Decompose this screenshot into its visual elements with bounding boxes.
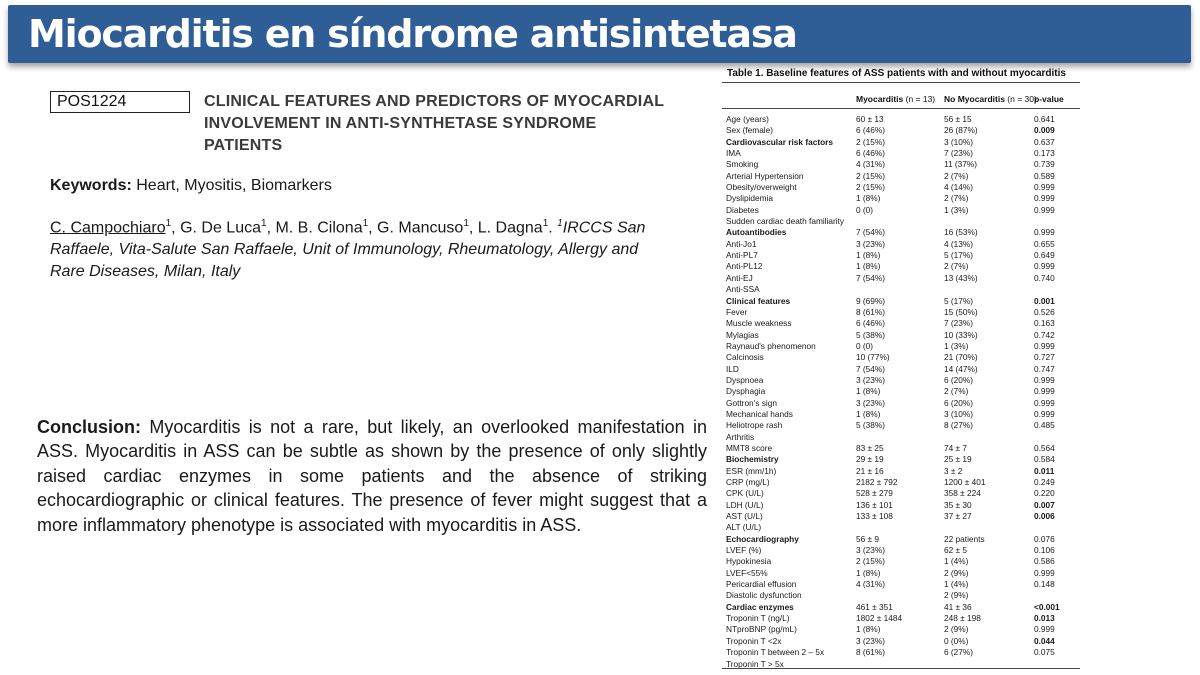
row-no-myocarditis: 15 (50%): [944, 306, 978, 317]
row-p-value: 0.007: [1034, 499, 1055, 510]
row-label: Cardiac enzymes: [726, 601, 794, 612]
table-row: [722, 647, 1080, 658]
author-4: , G. Mancuso: [368, 219, 464, 237]
row-myocarditis: 6 (46%): [856, 148, 886, 159]
row-myocarditis: 136 ± 101: [856, 499, 893, 510]
row-no-myocarditis: 3 (10%): [944, 408, 974, 419]
row-myocarditis: 7 (54%): [856, 272, 886, 283]
baseline-table: [722, 66, 1080, 669]
row-label: Anti-PL7: [726, 250, 758, 261]
row-no-myocarditis: 62 ± 5: [944, 545, 968, 556]
row-no-myocarditis: 21 (70%): [944, 352, 978, 363]
table-row: [722, 511, 1080, 522]
row-no-myocarditis: 14 (47%): [944, 363, 978, 374]
row-no-myocarditis: 10 (33%): [944, 329, 978, 340]
row-label: Sex (female): [726, 125, 774, 136]
row-no-myocarditis: 6 (20%): [944, 374, 974, 385]
table-row: [722, 307, 1080, 318]
row-p-value: 0.076: [1034, 533, 1055, 544]
table-row: [722, 273, 1080, 284]
row-label: Troponin T <2x: [726, 635, 782, 646]
table-row: [722, 398, 1080, 409]
table-row: [722, 284, 1080, 295]
row-p-value: 0.999: [1034, 374, 1055, 385]
row-label: MMT8 score: [726, 442, 773, 453]
row-no-myocarditis: 3 ± 2: [944, 465, 963, 476]
row-label: Hypokinesia: [726, 556, 772, 567]
row-no-myocarditis: 56 ± 15: [944, 114, 972, 124]
table-row: [722, 375, 1080, 386]
author-2-sup: 1: [261, 218, 267, 229]
row-p-value: 0.075: [1034, 647, 1055, 658]
row-myocarditis: 8 (61%): [856, 306, 886, 317]
conclusion-label: Conclusion:: [37, 417, 141, 437]
row-label: Echocardiography: [726, 533, 799, 544]
row-label: ESR (mm/1h): [726, 465, 777, 476]
row-myocarditis: 4 (31%): [856, 159, 886, 170]
row-label: Fever: [726, 306, 748, 317]
row-myocarditis: 1 (8%): [856, 250, 881, 261]
table-row: [722, 636, 1080, 647]
author-2: , G. De Luca: [171, 219, 261, 237]
row-p-value: 0.173: [1034, 148, 1055, 159]
author-5-sup: 1: [542, 218, 549, 229]
author-3-sup: 1: [362, 218, 369, 229]
author-5: , L. Dagna: [468, 219, 543, 237]
author-1-sup: 1: [165, 218, 172, 229]
row-label: AST (U/L): [726, 511, 763, 522]
row-myocarditis: 3 (23%): [856, 545, 886, 556]
row-label: NTproBNP (pg/mL): [726, 624, 797, 635]
table-row: [722, 386, 1080, 397]
affiliation-sup: 1: [557, 218, 563, 229]
row-myocarditis: 1 (8%): [856, 261, 881, 272]
row-no-myocarditis: 358 ± 224: [944, 488, 981, 499]
table-row: [722, 579, 1080, 590]
row-myocarditis: 1802 ± 1484: [856, 613, 903, 624]
author-block: [50, 213, 650, 283]
row-p-value: 0.148: [1034, 579, 1055, 590]
title-banner: [8, 5, 1191, 63]
row-myocarditis: 3 (23%): [856, 397, 886, 408]
row-no-myocarditis: 37 ± 27: [944, 511, 972, 522]
row-no-myocarditis: 5 (17%): [944, 250, 974, 261]
row-myocarditis: 528 ± 279: [856, 488, 893, 499]
table-row: [722, 125, 1080, 136]
row-no-myocarditis: 26 (87%): [944, 125, 978, 136]
row-label: Clinical features: [726, 295, 791, 306]
row-label: ALT (U/L): [726, 522, 762, 533]
table-row: [722, 261, 1080, 272]
row-p-value: 0.999: [1034, 386, 1055, 397]
row-no-myocarditis: 248 ± 198: [944, 613, 981, 624]
table-row: [722, 624, 1080, 635]
row-myocarditis: 5 (38%): [856, 329, 886, 340]
row-p-value: 0.740: [1034, 272, 1055, 283]
author-4-sup: 1: [463, 218, 469, 229]
table-row: [722, 171, 1080, 182]
row-myocarditis: 7 (54%): [856, 363, 886, 374]
row-p-value: 0.584: [1034, 454, 1055, 465]
row-myocarditis: 0 (0): [856, 340, 874, 351]
row-p-value: 0.009: [1034, 125, 1055, 136]
table-body: [722, 114, 1080, 670]
row-myocarditis: 133 ± 108: [856, 511, 893, 522]
keywords-label: Keywords:: [50, 177, 132, 194]
table-caption: Table 1. Baseline features of ASS patients with and without myocarditis: [727, 68, 1066, 79]
table-row: [722, 114, 1080, 125]
row-myocarditis: 56 ± 9: [856, 533, 880, 544]
row-label: Obesity/overweight: [726, 182, 797, 193]
row-myocarditis: 2182 ± 792: [856, 477, 898, 487]
table-row: [722, 239, 1080, 250]
row-p-value: 0.999: [1034, 182, 1055, 193]
row-no-myocarditis: 6 (20%): [944, 397, 974, 408]
row-myocarditis: 1 (8%): [856, 386, 881, 397]
table-row: [722, 443, 1080, 454]
row-p-value: 0.747: [1034, 363, 1055, 374]
row-p-value: 0.637: [1034, 136, 1055, 147]
row-no-myocarditis: 2 (7%): [944, 170, 969, 181]
table-row: [722, 568, 1080, 579]
row-myocarditis: 5 (38%): [856, 420, 886, 431]
row-p-value: 0.586: [1034, 556, 1055, 567]
table-row: [722, 148, 1080, 159]
author-1: C. Campochiaro: [50, 219, 166, 237]
table-row: [722, 193, 1080, 204]
row-p-value: 0.564: [1034, 442, 1055, 453]
row-no-myocarditis: 2 (9%): [944, 624, 969, 635]
row-label: CRP (mg/L): [726, 477, 770, 487]
row-no-myocarditis: 3 (10%): [944, 136, 974, 147]
row-label: Mylagias: [726, 329, 759, 340]
row-myocarditis: 21 ± 16: [856, 465, 884, 476]
row-myocarditis: 10 (77%): [856, 352, 890, 363]
row-myocarditis: 1 (8%): [856, 408, 881, 419]
affiliation: IRCCS San Raffaele, Vita-Salute San Raffaele, Unit of Immunology, Rheumatology, Allergy and Rare Diseases, Milan, Italy: [50, 219, 646, 281]
table-row: [722, 420, 1080, 431]
abstract-title: CLINICAL FEATURES AND PREDICTORS OF MYOCARDIAL INVOLVEMENT IN ANTI-SYNTHETASE SYNDROME PATIENTS: [204, 93, 664, 154]
conclusion-text: Myocarditis is not a rare, but likely, an overlooked manifestation in ASS. Myocarditis in ASS can be subtle as shown by the presence of only slightly raised cardiac enzymes in some patients and the absence of striking echocardiographic or clinical features. The presence of fever might suggest that a more inflammatory phenotype is associated with myocarditis in ASS.: [37, 417, 707, 535]
row-no-myocarditis: 2 (9%): [944, 567, 969, 578]
row-myocarditis: 3 (23%): [856, 374, 886, 385]
row-label: Raynaud's phenomenon: [726, 340, 816, 351]
table-row: [722, 500, 1080, 511]
row-label: Dysphagia: [726, 386, 766, 397]
row-p-value: 0.727: [1034, 352, 1055, 363]
table-header-rule: [722, 108, 1080, 109]
row-myocarditis: 83 ± 25: [856, 442, 884, 453]
table-row: [722, 364, 1080, 375]
row-no-myocarditis: 7 (23%): [944, 318, 974, 329]
row-p-value: 0.999: [1034, 624, 1055, 635]
row-myocarditis: 461 ± 351: [856, 601, 893, 612]
abstract-id-box: POS1224: [50, 91, 190, 113]
table-row: [722, 602, 1080, 613]
row-no-myocarditis: 4 (13%): [944, 238, 974, 249]
table-bottom-rule: [722, 668, 1080, 669]
table-row: [722, 613, 1080, 624]
row-p-value: 0.006: [1034, 511, 1055, 522]
table-row: [722, 341, 1080, 352]
table-row: [722, 318, 1080, 329]
row-no-myocarditis: 8 (27%): [944, 420, 974, 431]
author-dot: .: [548, 219, 558, 237]
row-no-myocarditis: 25 ± 19: [944, 454, 972, 465]
row-no-myocarditis: 2 (7%): [944, 386, 969, 397]
row-label: CPK (U/L): [726, 488, 764, 499]
row-p-value: 0.999: [1034, 397, 1055, 408]
table-row: [722, 477, 1080, 488]
row-myocarditis: 0 (0): [856, 204, 874, 215]
row-label: Cardiovascular risk factors: [726, 136, 833, 147]
header-p-value: p-value: [1034, 94, 1064, 104]
table-row: [722, 556, 1080, 567]
row-label: Smoking: [726, 159, 759, 170]
row-myocarditis: 29 ± 19: [856, 454, 884, 465]
row-no-myocarditis: 5 (17%): [944, 295, 974, 306]
row-no-myocarditis: 11 (37%): [944, 159, 978, 170]
table-row: [722, 409, 1080, 420]
row-p-value: 0.999: [1034, 227, 1055, 238]
row-label: IMA: [726, 148, 741, 159]
row-label: Gottron's sign: [726, 397, 777, 408]
author-3: , M. B. Cilona: [266, 219, 363, 237]
table-row: [722, 466, 1080, 477]
row-label: Troponin T (ng/L): [726, 613, 790, 624]
row-myocarditis: 3 (23%): [856, 238, 886, 249]
row-label: ILD: [726, 363, 739, 374]
row-label: Heliotrope rash: [726, 420, 783, 431]
row-no-myocarditis: 1 (3%): [944, 340, 969, 351]
row-p-value: 0.999: [1034, 340, 1055, 351]
row-p-value: 0.641: [1034, 114, 1055, 124]
table-row: [722, 352, 1080, 363]
table-top-rule: [722, 82, 1080, 83]
row-no-myocarditis: 7 (23%): [944, 148, 974, 159]
table-row: [722, 545, 1080, 556]
row-no-myocarditis: 74 ± 7: [944, 442, 968, 453]
row-myocarditis: 7 (54%): [856, 227, 886, 238]
row-p-value: 0.589: [1034, 170, 1055, 181]
row-no-myocarditis: 1 (3%): [944, 204, 969, 215]
row-myocarditis: 2 (15%): [856, 136, 886, 147]
row-label: Age (years): [726, 114, 769, 124]
row-label: Muscle weakness: [726, 318, 792, 329]
row-p-value: 0.999: [1034, 204, 1055, 215]
row-no-myocarditis: 1200 ± 401: [944, 477, 986, 487]
row-label: Anti-PL12: [726, 261, 763, 272]
slide-title: Miocarditis en síndrome antisintetasa: [28, 12, 797, 56]
row-p-value: 0.011: [1034, 465, 1055, 476]
row-label: Biochemistry: [726, 454, 779, 465]
row-p-value: 0.001: [1034, 295, 1055, 306]
table-row: [722, 137, 1080, 148]
row-no-myocarditis: 16 (53%): [944, 227, 978, 238]
row-p-value: 0.044: [1034, 635, 1055, 646]
row-no-myocarditis: 2 (7%): [944, 193, 969, 204]
conclusion-paragraph: [37, 415, 707, 537]
row-label: Troponin T between 2 – 5x: [726, 647, 825, 658]
row-label: Calcinosis: [726, 352, 764, 363]
row-label: Sudden cardiac death familiarity: [726, 216, 845, 227]
table-row: [722, 227, 1080, 238]
row-myocarditis: 8 (61%): [856, 647, 886, 658]
row-label: Anti-SSA: [726, 284, 760, 295]
row-p-value: 0.739: [1034, 159, 1055, 170]
keywords-line: [50, 176, 332, 196]
table-row: [722, 182, 1080, 193]
row-myocarditis: 2 (15%): [856, 556, 886, 567]
row-label: Anti-Jo1: [726, 238, 757, 249]
row-p-value: 0.649: [1034, 250, 1055, 261]
row-no-myocarditis: 4 (14%): [944, 182, 974, 193]
row-p-value: 0.999: [1034, 193, 1055, 204]
row-label: Dyslipidemia: [726, 193, 774, 204]
row-myocarditis: 2 (15%): [856, 170, 886, 181]
row-p-value: 0.999: [1034, 261, 1055, 272]
row-myocarditis: 3 (23%): [856, 635, 886, 646]
row-p-value: 0.249: [1034, 477, 1055, 487]
row-no-myocarditis: 41 ± 36: [944, 601, 972, 612]
row-p-value: 0.526: [1034, 306, 1055, 317]
row-label: Autoantibodies: [726, 227, 787, 238]
row-no-myocarditis: 35 ± 30: [944, 499, 972, 510]
row-p-value: 0.485: [1034, 420, 1055, 431]
table-row: [722, 534, 1080, 545]
keywords-value: Heart, Myositis, Biomarkers: [131, 177, 332, 194]
table-row: [722, 590, 1080, 601]
row-p-value: 0.106: [1034, 545, 1055, 556]
table-row: [722, 488, 1080, 499]
row-label: Troponin T > 5x: [726, 658, 784, 669]
table-row: [722, 432, 1080, 443]
row-label: Pericardial effusion: [726, 579, 797, 590]
row-p-value: 0.742: [1034, 329, 1055, 340]
row-label: Diabetes: [726, 204, 759, 215]
row-myocarditis: 6 (46%): [856, 318, 886, 329]
row-no-myocarditis: 6 (27%): [944, 647, 974, 658]
row-p-value: 0.013: [1034, 613, 1055, 624]
row-myocarditis: 1 (8%): [856, 624, 881, 635]
row-label: Dyspnoea: [726, 374, 764, 385]
row-p-value: 0.220: [1034, 488, 1055, 499]
row-p-value: <0.001: [1034, 601, 1060, 612]
row-label: Diastolic dysfunction: [726, 590, 802, 601]
row-label: Arthritis: [726, 431, 755, 442]
row-myocarditis: 4 (31%): [856, 579, 886, 590]
row-label: Anti-EJ: [726, 272, 753, 283]
row-p-value: 0.655: [1034, 238, 1055, 249]
row-myocarditis: 6 (46%): [856, 125, 886, 136]
row-no-myocarditis: 0 (0%): [944, 635, 969, 646]
table-row: [722, 250, 1080, 261]
row-no-myocarditis: 22 patients: [944, 533, 985, 544]
table-row: [722, 296, 1080, 307]
row-label: Mechanical hands: [726, 408, 793, 419]
row-label: Arterial Hypertension: [726, 170, 804, 181]
row-no-myocarditis: 1 (4%): [944, 579, 969, 590]
header-no-myocarditis: No Myocarditis (n = 30): [944, 94, 1037, 104]
table-row: [722, 205, 1080, 216]
table-row: [722, 216, 1080, 227]
row-p-value: 0.999: [1034, 567, 1055, 578]
row-label: LVEF (%): [726, 545, 762, 556]
table-row: [722, 159, 1080, 170]
row-p-value: 0.999: [1034, 408, 1055, 419]
table-row: [722, 454, 1080, 465]
row-myocarditis: 2 (15%): [856, 182, 886, 193]
row-no-myocarditis: 2 (7%): [944, 261, 969, 272]
row-label: LDH (U/L): [726, 499, 764, 510]
row-myocarditis: 1 (8%): [856, 567, 881, 578]
row-no-myocarditis: 1 (4%): [944, 556, 969, 567]
table-row: [722, 522, 1080, 533]
row-label: LVEF<55%: [726, 567, 768, 578]
header-myocarditis: Myocarditis (n = 13): [856, 94, 936, 104]
row-no-myocarditis: 2 (9%): [944, 590, 969, 601]
row-myocarditis: 60 ± 13: [856, 114, 884, 124]
row-myocarditis: 9 (69%): [856, 295, 886, 306]
row-p-value: 0.163: [1034, 318, 1055, 329]
table-row: [722, 330, 1080, 341]
row-no-myocarditis: 13 (43%): [944, 272, 978, 283]
row-myocarditis: 1 (8%): [856, 193, 881, 204]
